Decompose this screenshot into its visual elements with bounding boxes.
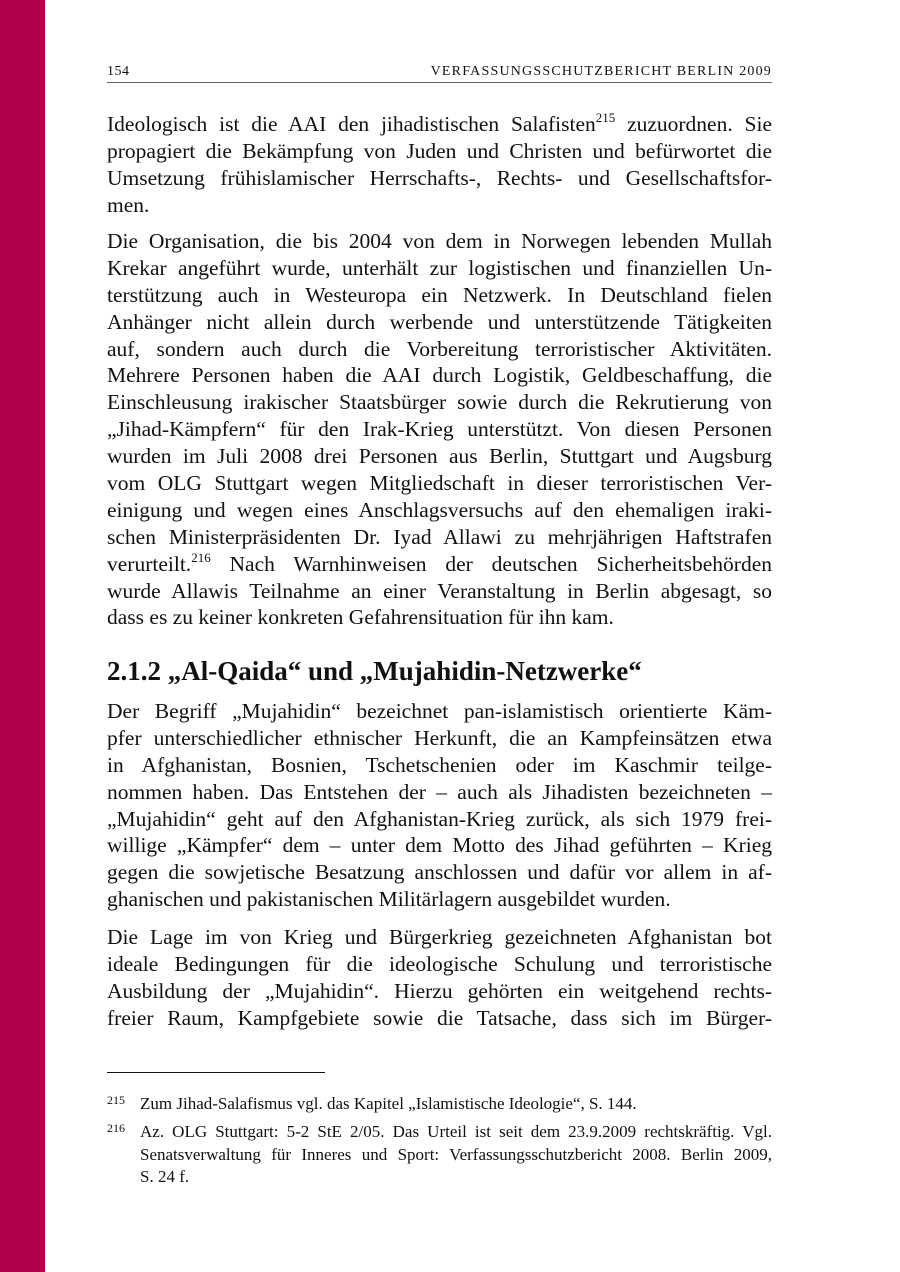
- text-line: pfer unterschiedlicher ethnischer Herkunft, die an Kampfeinsätzen etwa: [107, 725, 772, 750]
- footnote-text: [140, 1121, 772, 1189]
- footnote-number: 216: [107, 1121, 125, 1135]
- footnote-reference: 215: [595, 110, 616, 125]
- text-segment: verurteilt.: [107, 551, 192, 576]
- text-line: S. 24 f.: [140, 1167, 190, 1186]
- text-line: willige „Kämpfer“ dem – unter dem Motto des Jihad geführten – Krieg: [107, 833, 772, 858]
- text-segment: zuzuordnen. Sie: [615, 112, 772, 136]
- text-line: Anhänger nicht allein durch werbende und unterstützende Tätigkeiten: [107, 309, 772, 334]
- paragraph: [107, 111, 772, 219]
- text-line: gegen die sowjetische Besatzung anschlossen und dafür vor allem in af-: [107, 860, 772, 885]
- text-line: Ausbildung der „Mujahidin“. Hierzu gehörten ein weitgehend rechts-: [107, 978, 772, 1003]
- footnote-reference: 216: [191, 549, 211, 565]
- text-line: auf, sondern auch durch die Vorbereitung terroristischer Aktivitäten.: [107, 336, 772, 361]
- text-line: „Jihad-Kämpfern“ für den Irak-Krieg unterstützt. Von diesen Personen: [107, 417, 772, 442]
- text-line: Die Organisation, die bis 2004 von dem in Norwegen lebenden Mullah: [107, 229, 772, 253]
- text-line: [107, 111, 772, 138]
- text-line: Senatsverwaltung für Inneres und Sport: Verfassungsschutzbericht 2008. Berlin 2009,: [140, 1144, 772, 1164]
- footnote: [107, 1121, 772, 1189]
- text-line: Az. OLG Stuttgart: 5-2 StE 2/05. Das Urteil ist seit dem 23.9.2009 rechtskräftig. Vgl.: [140, 1122, 772, 1141]
- paragraph: [107, 698, 772, 913]
- text-segment: Ideologisch ist die AAI den jihadistischen Salafisten: [107, 112, 596, 136]
- text-line: dass es zu keiner konkreten Gefahrensituation für ihn kam.: [107, 605, 614, 630]
- text-line: Einschleusung irakischer Staatsbürger sowie durch die Rekrutierung von: [107, 390, 772, 415]
- text-line: einigung und wegen eines Anschlagsversuchs auf den ehemaligen iraki-: [107, 497, 772, 522]
- text-line: men.: [107, 192, 150, 217]
- text-line: terstützung auch in Westeuropa ein Netzwerk. In Deutschland fielen: [107, 282, 772, 307]
- text-line: ghanischen und pakistanischen Militärlagern ausgebildet wurden.: [107, 887, 671, 912]
- text-line: Krekar angeführt wurde, unterhält zur logistischen und finanziellen Un-: [107, 255, 772, 280]
- text-line: wurde Allawis Teilnahme an einer Veranstaltung in Berlin abgesagt, so: [107, 578, 772, 603]
- text-line: Mehrere Personen haben die AAI durch Logistik, Geldbeschaffung, die: [107, 363, 772, 388]
- text-line: freier Raum, Kampfgebiete sowie die Tatsache, dass sich im Bürger-: [107, 1005, 772, 1030]
- page-number: 154: [107, 64, 130, 79]
- text-line: propagiert die Bekämpfung von Juden und Christen und befürwortet die: [107, 138, 772, 163]
- text-line: [107, 551, 772, 578]
- text-line: nommen haben. Das Entstehen der – auch als Jihadisten bezeichneten –: [107, 779, 772, 804]
- text-line: Die Lage im von Krieg und Bürgerkrieg gezeichneten Afghanistan bot: [107, 925, 772, 949]
- footnote: [107, 1093, 772, 1116]
- footnote-number: 215: [107, 1093, 125, 1107]
- section-heading: 2.1.2 „Al-Qaida“ und „Mujahidin-Netzwerke“: [107, 656, 642, 686]
- running-header: [107, 63, 772, 83]
- text-line: Der Begriff „Mujahidin“ bezeichnet pan-islamistisch orientierte Käm-: [107, 699, 772, 723]
- footnote-text: [140, 1093, 772, 1116]
- page-edge-color-bar: [0, 0, 45, 1272]
- paragraph: [107, 924, 772, 1032]
- text-line: Zum Jihad-Salafismus vgl. das Kapitel „Islamistische Ideologie“, S. 144.: [140, 1094, 637, 1113]
- footnote-separator: [107, 1072, 325, 1073]
- text-line: wurden im Juli 2008 drei Personen aus Berlin, Stuttgart und Augsburg: [107, 444, 772, 469]
- text-line: schen Ministerpräsidenten Dr. Iyad Allawi zu mehrjährigen Haftstrafen: [107, 524, 772, 549]
- text-line: vom OLG Stuttgart wegen Mitgliedschaft in dieser terroristischen Ver-: [107, 471, 772, 496]
- text-line: „Mujahidin“ geht auf den Afghanistan-Krieg zurück, als sich 1979 frei-: [107, 806, 772, 831]
- running-title: VERFASSUNGSSCHUTZBERICHT BERLIN 2009: [430, 64, 772, 79]
- text-line: in Afghanistan, Bosnien, Tschetschenien oder im Kaschmir teilge-: [107, 752, 772, 777]
- paragraph: [107, 228, 772, 631]
- text-line: Umsetzung frühislamischer Herrschafts-, Rechts- und Gesellschaftsfor-: [107, 165, 772, 190]
- text-line: ideale Bedingungen für die ideologische Schulung und terroristische: [107, 951, 772, 976]
- text-segment: Nach Warnhinweisen der deutschen Sicherheitsbehörden: [210, 551, 772, 576]
